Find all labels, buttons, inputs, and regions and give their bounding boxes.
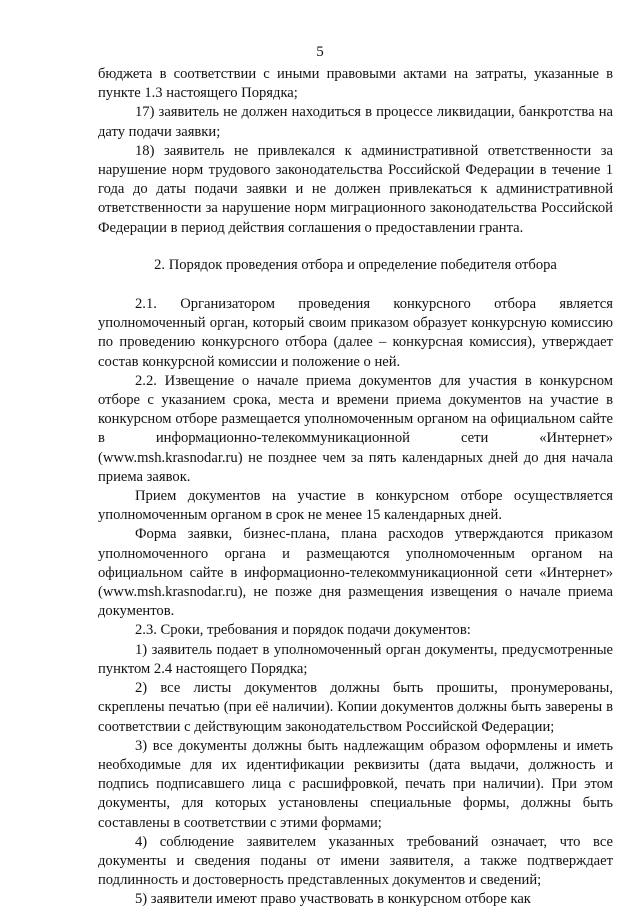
paragraph: 4) соблюдение заявителем указанных требований означает, что все документы и сведения поданы от имени заявителя, а также подтверждает подлинность и достоверность представленных документов и сведений; — [98, 833, 613, 889]
paragraph: 18) заявитель не привлекался к административной ответственности за нарушение норм трудового законодательства Российской Федерации в течение 1 года до даты подачи заявки и не должен привлекаться к административной ответственности за нарушение норм миграционного законодательства Российской Федерации в период действия соглашения о предоставлении гранта. — [98, 142, 613, 236]
paragraph: 1) заявитель подает в уполномоченный орган документы, предусмотренные пунктом 2.4 настоящего Порядка; — [98, 641, 613, 677]
paragraph: 2) все листы документов должны быть прошиты, пронумерованы, скреплены печатью (при её наличии). Копии документов должны быть заверены в соответствии с действующим законодательством Российской Федерации; — [98, 680, 613, 735]
paragraph: Прием документов на участие в конкурсном отборе осуществляется уполномоченным органом в срок не менее 15 календарных дней. — [98, 488, 613, 524]
paragraph: 5) заявители имеют право участвовать в конкурсном отборе как — [135, 891, 531, 908]
section-heading: 2. Порядок проведения отбора и определение победителя отбора — [154, 256, 557, 273]
paragraph: 17) заявитель не должен находиться в процессе ликвидации, банкротства на дату подачи заявки; — [98, 104, 613, 140]
paragraph: 2.3. Сроки, требования и порядок подачи документов: — [135, 622, 471, 639]
page-number: 5 — [316, 44, 324, 60]
document-body — [98, 65, 613, 910]
paragraph: 3) все документы должны быть надлежащим образом оформлены и иметь необходимые для их идентификации реквизиты (дата выдачи, должность и подпись подписавшего лица с расшифровкой, печать при наличии). При этом документы, для которых установлены специальные формы, должны быть составлены в соответствии с этими формами; — [98, 737, 613, 831]
paragraph: Форма заявки, бизнес-плана, плана расходов утверждаются приказом уполномоченного органа и размещаются уполномоченным органом на официальном сайте в информационно-телекоммуникационной сети «Интернет» (www.msh.krasnodar.ru), не позже дня размещения извещения о начале приема документов. — [98, 526, 613, 620]
paragraph: 2.1. Организатором проведения конкурсного отбора является уполномоченный орган, который своим приказом образует конкурсную комиссию по проведению конкурсного отбора (далее – конкурсная комиссия), утверждает состав конкурсной комиссии и положение о ней. — [98, 296, 613, 370]
paragraph: 2.2. Извещение о начале приема документов для участия в конкурсном отборе с указанием срока, места и времени приема документов на участие в конкурсном отборе размещается уполномоченным органом на официальном сайте в информационно-телекоммуникационной сети «Интернет» (www.msh.krasnodar.ru) не позднее чем за пять календарных дней до дня начала приема заявок. — [98, 372, 613, 485]
paragraph: бюджета в соответствии с иными правовыми актами на затраты, указанные в пункте 1.3 настоящего Порядка; — [98, 66, 613, 102]
